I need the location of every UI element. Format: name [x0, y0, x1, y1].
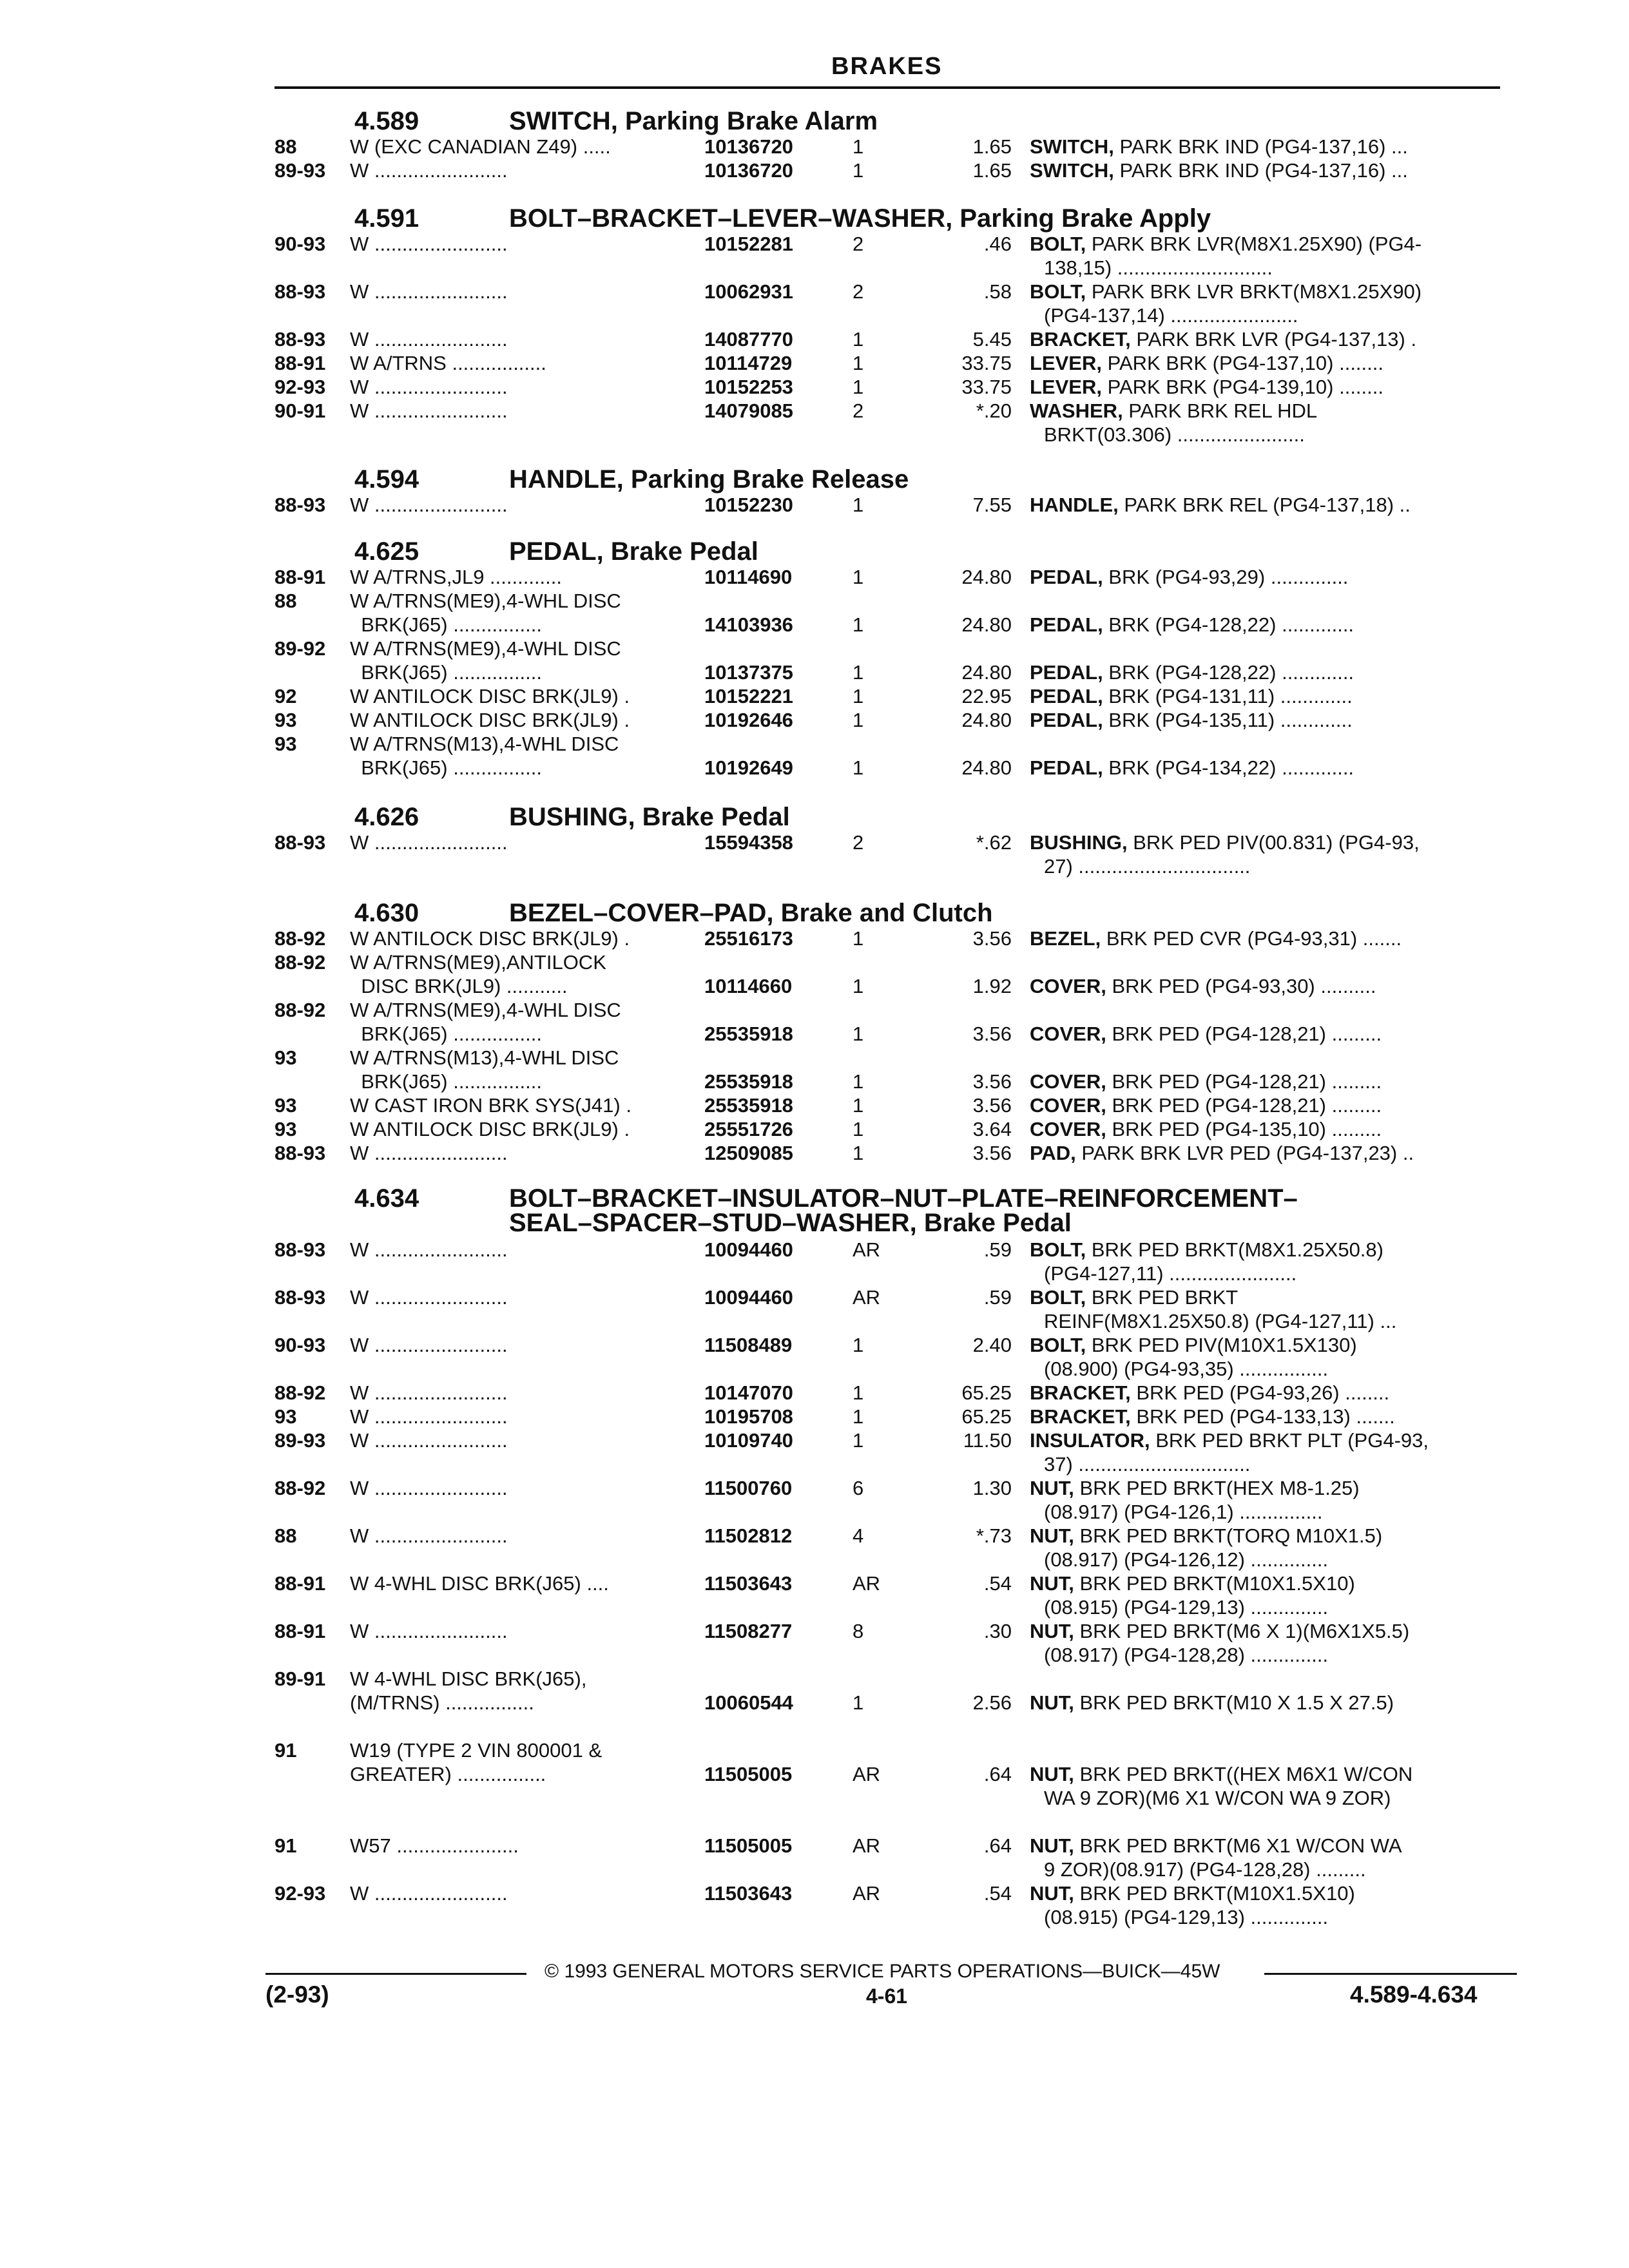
price: 5.45: [972, 328, 1012, 351]
model-years: 91: [275, 1739, 297, 1762]
model-years: 88-93: [275, 1238, 326, 1261]
quantity: 1: [853, 494, 864, 516]
part-number: 10152281: [704, 233, 793, 255]
usage-description: BRK(J65) ................: [350, 1070, 543, 1093]
usage-description: GREATER) ................: [350, 1763, 546, 1785]
usage-description: W ........................: [350, 233, 508, 255]
quantity: AR: [853, 1286, 881, 1309]
quantity: 1: [853, 376, 864, 398]
quantity: 6: [853, 1477, 864, 1499]
price: 3.56: [972, 1094, 1012, 1117]
quantity: 2: [853, 399, 864, 422]
footer-rule-left: [265, 1973, 526, 1975]
part-number: 10060544: [704, 1691, 793, 1714]
quantity: 1: [853, 159, 864, 182]
price: 3.56: [972, 1023, 1012, 1045]
price: .59: [983, 1286, 1012, 1309]
model-years: 88-93: [275, 1286, 326, 1309]
usage-description: W A/TRNS(ME9),4-WHL DISC: [350, 999, 621, 1021]
price: 24.80: [961, 661, 1012, 684]
part-number: 10192646: [704, 709, 793, 731]
model-years: 88-91: [275, 1572, 326, 1595]
model-years: 91: [275, 1834, 297, 1857]
usage-description: W 4-WHL DISC BRK(J65) ....: [350, 1572, 609, 1595]
price: 11.50: [963, 1429, 1012, 1452]
quantity: 1: [853, 1142, 864, 1164]
part-name: BOLT, BRK PED BRKT: [1030, 1286, 1239, 1309]
page-header-title: BRAKES: [831, 53, 943, 80]
part-name: NUT, BRK PED BRKT(M10X1.5X10): [1030, 1882, 1355, 1905]
usage-description: W A/TRNS(M13),4-WHL DISC: [350, 733, 619, 755]
footer-date-code: (2-93): [265, 1981, 329, 2008]
price: 3.56: [972, 1070, 1012, 1093]
section-title: SWITCH, Parking Brake Alarm: [509, 107, 878, 135]
price: 24.80: [961, 613, 1012, 636]
part-number: 10094460: [704, 1286, 793, 1309]
part-name: BRACKET, BRK PED (PG4-133,13) .......: [1030, 1405, 1395, 1428]
part-number: 14087770: [704, 328, 793, 351]
price: 2.40: [972, 1334, 1012, 1356]
quantity: 2: [853, 233, 864, 255]
quantity: 1: [853, 661, 864, 684]
price: .64: [983, 1763, 1012, 1785]
usage-description: W ........................: [350, 399, 508, 422]
price: *.20: [976, 399, 1012, 422]
usage-description: W ........................: [350, 1882, 508, 1905]
part-name: BEZEL, BRK PED CVR (PG4-93,31) .......: [1030, 927, 1402, 950]
part-name: PEDAL, BRK (PG4-128,22) .............: [1030, 613, 1354, 636]
usage-description: W CAST IRON BRK SYS(J41) .: [350, 1094, 631, 1117]
price: 22.95: [961, 685, 1012, 707]
model-years: 88-93: [275, 1142, 326, 1164]
quantity: 1: [853, 1429, 864, 1452]
part-number: 10062931: [704, 280, 793, 303]
section-number: 4.634: [354, 1184, 419, 1213]
quantity: 1: [853, 328, 864, 351]
quantity: 1: [853, 975, 864, 997]
usage-description: W ........................: [350, 280, 508, 303]
quantity: AR: [853, 1572, 881, 1595]
part-number: 10152253: [704, 376, 793, 398]
quantity: AR: [853, 1882, 881, 1905]
part-number: 14103936: [704, 613, 793, 636]
part-number: 10195708: [704, 1405, 793, 1428]
part-name: NUT, BRK PED BRKT(HEX M8-1.25): [1030, 1477, 1360, 1499]
quantity: 2: [853, 280, 864, 303]
model-years: 88-93: [275, 494, 326, 516]
part-number: 25535918: [704, 1023, 793, 1045]
model-years: 93: [275, 1405, 297, 1428]
usage-description: W A/TRNS,JL9 .............: [350, 566, 563, 588]
part-name: (08.915) (PG4-129,13) ..............: [1044, 1596, 1329, 1619]
part-name: BUSHING, BRK PED PIV(00.831) (PG4-93,: [1030, 831, 1420, 854]
part-name: (08.917) (PG4-126,12) ..............: [1044, 1548, 1329, 1571]
section-number: 4.594: [354, 465, 419, 494]
usage-description: W ........................: [350, 376, 508, 398]
part-number: 11505005: [704, 1763, 793, 1785]
part-name: HANDLE, PARK BRK REL (PG4-137,18) ..: [1030, 494, 1411, 516]
model-years: 89-91: [275, 1667, 326, 1690]
part-number: 25535918: [704, 1070, 793, 1093]
quantity: 1: [853, 1118, 864, 1140]
price: 3.56: [972, 1142, 1012, 1164]
model-years: 90-91: [275, 399, 326, 422]
part-name: LEVER, PARK BRK (PG4-139,10) ........: [1030, 376, 1383, 398]
part-name: PEDAL, BRK (PG4-135,11) .............: [1030, 709, 1353, 731]
section-number: 4.591: [354, 204, 419, 233]
part-name: BOLT, PARK BRK LVR(M8X1.25X90) (PG4-: [1030, 233, 1422, 255]
quantity: 2: [853, 831, 864, 854]
part-number: 10137375: [704, 661, 793, 684]
price: 24.80: [961, 566, 1012, 588]
part-number: 11502812: [704, 1524, 793, 1547]
quantity: AR: [853, 1763, 881, 1785]
model-years: 92-93: [275, 1882, 326, 1905]
usage-description: W ........................: [350, 1381, 508, 1404]
usage-description: BRK(J65) ................: [350, 613, 543, 636]
usage-description: W ........................: [350, 1286, 508, 1309]
usage-description: BRK(J65) ................: [350, 756, 543, 779]
quantity: 1: [853, 1070, 864, 1093]
model-years: 88-91: [275, 566, 326, 588]
price: 24.80: [961, 709, 1012, 731]
usage-description: W ........................: [350, 1620, 508, 1642]
part-name: PEDAL, BRK (PG4-134,22) .............: [1030, 756, 1354, 779]
model-years: 88-92: [275, 951, 326, 974]
price: .46: [983, 233, 1012, 255]
part-number: 10094460: [704, 1238, 793, 1261]
usage-description: W A/TRNS(ME9),ANTILOCK: [350, 951, 606, 974]
section-title: BOLT–BRACKET–INSULATOR–NUT–PLATE–REINFORCEMENT–: [509, 1184, 1298, 1213]
quantity: 1: [853, 613, 864, 636]
price: .54: [983, 1572, 1012, 1595]
model-years: 88-93: [275, 328, 326, 351]
price: 3.56: [972, 927, 1012, 950]
part-number: 10109740: [704, 1429, 793, 1452]
part-name: COVER, BRK PED (PG4-128,21) .........: [1030, 1094, 1382, 1117]
usage-description: W ........................: [350, 494, 508, 516]
usage-description: W ........................: [350, 1477, 508, 1499]
part-name: NUT, BRK PED BRKT(TORQ M10X1.5): [1030, 1524, 1383, 1547]
quantity: AR: [853, 1238, 881, 1261]
quantity: 1: [853, 756, 864, 779]
price: 65.25: [961, 1405, 1012, 1428]
model-years: 88-92: [275, 927, 326, 950]
usage-description: W (EXC CANADIAN Z49) .....: [350, 135, 611, 158]
quantity: 1: [853, 135, 864, 158]
price: 3.64: [972, 1118, 1012, 1140]
usage-description: W ........................: [350, 1524, 508, 1547]
part-name: PEDAL, BRK (PG4-93,29) ..............: [1030, 566, 1349, 588]
model-years: 93: [275, 1046, 297, 1069]
part-name: INSULATOR, BRK PED BRKT PLT (PG4-93,: [1030, 1429, 1429, 1452]
quantity: 4: [853, 1524, 864, 1547]
quantity: 1: [853, 1405, 864, 1428]
usage-description: W A/TRNS(ME9),4-WHL DISC: [350, 637, 621, 660]
part-name: PAD, PARK BRK LVR PED (PG4-137,23) ..: [1030, 1142, 1414, 1164]
part-name: BOLT, BRK PED BRKT(M8X1.25X50.8): [1030, 1238, 1383, 1261]
part-name: COVER, BRK PED (PG4-135,10) .........: [1030, 1118, 1382, 1140]
footer-copyright: © 1993 GENERAL MOTORS SERVICE PARTS OPERATIONS—BUICK—45W: [545, 1961, 1220, 1982]
section-number: 4.630: [354, 899, 419, 927]
quantity: 1: [853, 685, 864, 707]
usage-description: W ........................: [350, 328, 508, 351]
part-name: BOLT, PARK BRK LVR BRKT(M8X1.25X90): [1030, 280, 1422, 303]
price: 33.75: [961, 352, 1012, 374]
part-number: 25535918: [704, 1094, 793, 1117]
model-years: 89-93: [275, 1429, 326, 1452]
price: 1.92: [972, 975, 1012, 997]
part-name: (PG4-137,14) .......................: [1044, 304, 1298, 327]
price: .58: [983, 280, 1012, 303]
quantity: 1: [853, 1691, 864, 1714]
part-name: 27) ...............................: [1044, 855, 1251, 878]
part-name: NUT, BRK PED BRKT(M10 X 1.5 X 27.5): [1030, 1691, 1394, 1714]
model-years: 88-93: [275, 831, 326, 854]
part-number: 11500760: [704, 1477, 793, 1499]
part-number: 11503643: [704, 1572, 793, 1595]
quantity: 1: [853, 1381, 864, 1404]
model-years: 88: [275, 1524, 297, 1547]
part-name: PEDAL, BRK (PG4-128,22) .............: [1030, 661, 1354, 684]
usage-description: W A/TRNS(ME9),4-WHL DISC: [350, 590, 621, 612]
part-name: SWITCH, PARK BRK IND (PG4-137,16) ...: [1030, 159, 1408, 182]
usage-description: W ........................: [350, 1238, 508, 1261]
part-number: 10136720: [704, 135, 793, 158]
model-years: 88-92: [275, 1477, 326, 1499]
part-name: NUT, BRK PED BRKT(M6 X 1)(M6X1X5.5): [1030, 1620, 1410, 1642]
part-name: COVER, BRK PED (PG4-128,21) .........: [1030, 1070, 1382, 1093]
part-name: COVER, BRK PED (PG4-128,21) .........: [1030, 1023, 1382, 1045]
part-name: (08.917) (PG4-128,28) ..............: [1044, 1644, 1329, 1666]
usage-description: W A/TRNS(M13),4-WHL DISC: [350, 1046, 619, 1069]
part-number: 12509085: [704, 1142, 793, 1164]
model-years: 88-92: [275, 1381, 326, 1404]
model-years: 89-93: [275, 159, 326, 182]
section-title: HANDLE, Parking Brake Release: [509, 465, 909, 494]
section-number: 4.589: [354, 107, 419, 135]
model-years: 88-92: [275, 999, 326, 1021]
price: 1.30: [972, 1477, 1012, 1499]
part-name: LEVER, PARK BRK (PG4-137,10) ........: [1030, 352, 1383, 374]
price: .59: [983, 1238, 1012, 1261]
part-name: BRKT(03.306) .......................: [1044, 423, 1305, 446]
section-title-line2: SEAL–SPACER–STUD–WASHER, Brake Pedal: [509, 1209, 1072, 1237]
part-name: 138,15) ............................: [1044, 256, 1273, 279]
part-name: BRACKET, BRK PED (PG4-93,26) ........: [1030, 1381, 1390, 1404]
part-number: 15594358: [704, 831, 793, 854]
price: 33.75: [961, 376, 1012, 398]
model-years: 88-91: [275, 352, 326, 374]
model-years: 88-91: [275, 1620, 326, 1642]
price: 1.65: [972, 159, 1012, 182]
price: 7.55: [972, 494, 1012, 516]
price: 24.80: [961, 756, 1012, 779]
part-number: 14079085: [704, 399, 793, 422]
part-number: 10152230: [704, 494, 793, 516]
model-years: 92-93: [275, 376, 326, 398]
part-number: 10114729: [704, 352, 793, 374]
usage-description: W ........................: [350, 159, 508, 182]
price: 65.25: [961, 1381, 1012, 1404]
usage-description: W ........................: [350, 1405, 508, 1428]
usage-description: W57 ......................: [350, 1834, 519, 1857]
model-years: 93: [275, 709, 297, 731]
price: .30: [983, 1620, 1012, 1642]
part-number: 11505005: [704, 1834, 793, 1857]
usage-description: W ........................: [350, 831, 508, 854]
price: 2.56: [972, 1691, 1012, 1714]
part-name: WA 9 ZOR)(M6 X1 W/CON WA 9 ZOR): [1044, 1787, 1391, 1809]
part-name: NUT, BRK PED BRKT(M10X1.5X10): [1030, 1572, 1355, 1595]
usage-description: W 4-WHL DISC BRK(J65),: [350, 1667, 587, 1690]
quantity: AR: [853, 1834, 881, 1857]
part-number: 10192649: [704, 756, 793, 779]
footer-rule-right: [1264, 1973, 1517, 1975]
part-name: WASHER, PARK BRK REL HDL: [1030, 399, 1318, 422]
part-number: 10147070: [704, 1381, 793, 1404]
section-title: BUSHING, Brake Pedal: [509, 803, 790, 831]
price: *.73: [976, 1524, 1012, 1547]
quantity: 1: [853, 1094, 864, 1117]
price: *.62: [976, 831, 1012, 854]
model-years: 88-93: [275, 280, 326, 303]
usage-description: W ........................: [350, 1334, 508, 1356]
model-years: 88: [275, 135, 297, 158]
quantity: 1: [853, 566, 864, 588]
quantity: 8: [853, 1620, 864, 1642]
section-title: BOLT–BRACKET–LEVER–WASHER, Parking Brake Apply: [509, 204, 1211, 233]
footer-page-number: 4-61: [866, 1984, 908, 2008]
model-years: 88: [275, 590, 297, 612]
model-years: 92: [275, 685, 297, 707]
part-number: 10136720: [704, 159, 793, 182]
part-name: PEDAL, BRK (PG4-131,11) .............: [1030, 685, 1353, 707]
model-years: 93: [275, 1118, 297, 1140]
part-name: 9 ZOR)(08.917) (PG4-128,28) .........: [1044, 1858, 1366, 1881]
model-years: 93: [275, 1094, 297, 1117]
part-name: REINF(M8X1.25X50.8) (PG4-127,11) ...: [1044, 1310, 1397, 1332]
quantity: 1: [853, 1023, 864, 1045]
part-number: 25516173: [704, 927, 793, 950]
model-years: 93: [275, 733, 297, 755]
part-number: 10152221: [704, 685, 793, 707]
section-number: 4.625: [354, 537, 419, 566]
usage-description: W ANTILOCK DISC BRK(JL9) .: [350, 927, 630, 950]
quantity: 1: [853, 1334, 864, 1356]
part-number: 10114660: [704, 975, 793, 997]
part-name: (PG4-127,11) .......................: [1044, 1262, 1297, 1285]
quantity: 1: [853, 927, 864, 950]
usage-description: DISC BRK(JL9) ...........: [350, 975, 568, 997]
model-years: 90-93: [275, 1334, 326, 1356]
section-title: PEDAL, Brake Pedal: [509, 537, 758, 566]
model-years: 90-93: [275, 233, 326, 255]
quantity: 1: [853, 352, 864, 374]
part-name: 37) ...............................: [1044, 1453, 1251, 1475]
part-name: NUT, BRK PED BRKT((HEX M6X1 W/CON: [1030, 1763, 1413, 1785]
usage-description: W ANTILOCK DISC BRK(JL9) .: [350, 1118, 630, 1140]
usage-description: W ........................: [350, 1429, 508, 1452]
quantity: 1: [853, 709, 864, 731]
header-rule: [275, 86, 1500, 89]
section-number: 4.626: [354, 803, 419, 831]
usage-description: BRK(J65) ................: [350, 1023, 543, 1045]
part-name: BRACKET, PARK BRK LVR (PG4-137,13) .: [1030, 328, 1417, 351]
usage-description: W A/TRNS .................: [350, 352, 546, 374]
usage-description: W ANTILOCK DISC BRK(JL9) .: [350, 685, 630, 707]
model-years: 89-92: [275, 637, 326, 660]
part-name: (08.900) (PG4-93,35) ................: [1044, 1358, 1329, 1380]
part-name: NUT, BRK PED BRKT(M6 X1 W/CON WA: [1030, 1834, 1402, 1857]
part-number: 11508277: [704, 1620, 793, 1642]
part-name: BOLT, BRK PED PIV(M10X1.5X130): [1030, 1334, 1357, 1356]
usage-description: BRK(J65) ................: [350, 661, 543, 684]
part-name: SWITCH, PARK BRK IND (PG4-137,16) ...: [1030, 135, 1408, 158]
part-name: (08.915) (PG4-129,13) ..............: [1044, 1906, 1329, 1928]
usage-description: W ........................: [350, 1142, 508, 1164]
part-number: 11503643: [704, 1882, 793, 1905]
footer-section-range: 4.589-4.634: [1350, 1981, 1478, 2008]
usage-description: W19 (TYPE 2 VIN 800001 &: [350, 1739, 602, 1762]
price: 1.65: [972, 135, 1012, 158]
section-title: BEZEL–COVER–PAD, Brake and Clutch: [509, 899, 993, 927]
price: .64: [983, 1834, 1012, 1857]
price: .54: [983, 1882, 1012, 1905]
part-number: 10114690: [704, 566, 793, 588]
part-number: 25551726: [704, 1118, 793, 1140]
usage-description: W ANTILOCK DISC BRK(JL9) .: [350, 709, 630, 731]
usage-description: (M/TRNS) ................: [350, 1691, 534, 1714]
part-name: COVER, BRK PED (PG4-93,30) ..........: [1030, 975, 1376, 997]
part-name: (08.917) (PG4-126,1) ...............: [1044, 1501, 1323, 1523]
part-number: 11508489: [704, 1334, 793, 1356]
